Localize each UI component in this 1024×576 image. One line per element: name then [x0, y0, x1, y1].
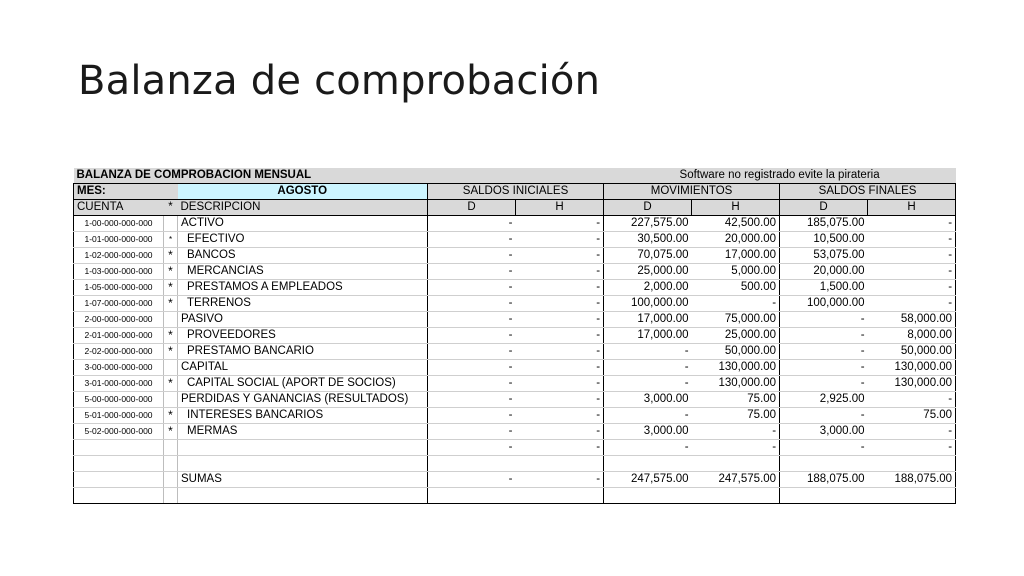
col-cuenta: CUENTA: [74, 200, 164, 216]
amount-si-d: -: [428, 264, 516, 280]
totals-si-d: -: [428, 472, 516, 488]
amount-sf-h: 50,000.00: [868, 344, 956, 360]
totals-sf-d: 188,075.00: [780, 472, 868, 488]
amount-mov-h: -: [692, 440, 780, 456]
amount-si-h: -: [516, 248, 604, 264]
amount-sf-h: -: [868, 280, 956, 296]
account-code: 1-05-000-000-000: [74, 280, 164, 296]
amount-si-d: -: [428, 408, 516, 424]
amount-mov-h: 75.00: [692, 392, 780, 408]
sheet-title-row: [74, 168, 956, 184]
amount-si-d: -: [428, 232, 516, 248]
amount-mov-h: -: [692, 424, 780, 440]
col-star: *: [164, 200, 178, 216]
amount-si-h: -: [516, 264, 604, 280]
amount-sf-h: -: [868, 264, 956, 280]
account-code: 1-03-000-000-000: [74, 264, 164, 280]
table-row: [74, 360, 956, 376]
amount-si-h: -: [516, 216, 604, 232]
account-code: 5-01-000-000-000: [74, 408, 164, 424]
star-marker: *: [164, 280, 178, 296]
account-description: PROVEEDORES: [178, 328, 428, 344]
star-marker: [164, 216, 178, 232]
piracy-notice: Software no registrado evite la pirateria: [604, 168, 956, 184]
amount-sf-h: -: [868, 440, 956, 456]
star-marker: *: [164, 408, 178, 424]
amount-sf-d: -: [780, 440, 868, 456]
account-description: CAPITAL SOCIAL (APORT DE SOCIOS): [178, 376, 428, 392]
table-row: [74, 344, 956, 360]
table-row: [74, 392, 956, 408]
amount-si-d: -: [428, 216, 516, 232]
account-code: 3-01-000-000-000: [74, 376, 164, 392]
amount-sf-h: -: [868, 392, 956, 408]
account-description: MERMAS: [178, 424, 428, 440]
amount-sf-h: -: [868, 248, 956, 264]
amount-si-h: -: [516, 392, 604, 408]
table-row: [74, 424, 956, 440]
amount-sf-d: -: [780, 408, 868, 424]
col-sf-h: H: [868, 200, 956, 216]
amount-si-d: -: [428, 296, 516, 312]
account-code: 5-00-000-000-000: [74, 392, 164, 408]
amount-si-d: -: [428, 328, 516, 344]
amount-sf-d: 3,000.00: [780, 424, 868, 440]
amount-sf-d: -: [780, 344, 868, 360]
amount-si-h: -: [516, 408, 604, 424]
amount-sf-d: 1,500.00: [780, 280, 868, 296]
account-code: [74, 440, 164, 456]
account-description: [178, 440, 428, 456]
amount-mov-d: 2,000.00: [604, 280, 692, 296]
table-row: [74, 408, 956, 424]
amount-sf-h: 75.00: [868, 408, 956, 424]
totals-mov-h: 247,575.00: [692, 472, 780, 488]
col-si-h: H: [516, 200, 604, 216]
star-marker: *: [164, 424, 178, 440]
table-row: [74, 376, 956, 392]
account-code: 1-07-000-000-000: [74, 296, 164, 312]
amount-mov-d: 3,000.00: [604, 392, 692, 408]
amount-si-h: -: [516, 344, 604, 360]
col-sf-d: D: [780, 200, 868, 216]
amount-sf-d: -: [780, 328, 868, 344]
col-mov-d: D: [604, 200, 692, 216]
amount-sf-h: -: [868, 296, 956, 312]
account-code: 3-00-000-000-000: [74, 360, 164, 376]
amount-si-h: -: [516, 424, 604, 440]
amount-mov-d: -: [604, 360, 692, 376]
amount-sf-h: 130,000.00: [868, 360, 956, 376]
amount-si-d: -: [428, 344, 516, 360]
amount-sf-d: 100,000.00: [780, 296, 868, 312]
amount-mov-d: 100,000.00: [604, 296, 692, 312]
account-code: 1-00-000-000-000: [74, 216, 164, 232]
spacer-row: [74, 456, 956, 472]
amount-si-h: -: [516, 328, 604, 344]
group-saldos-iniciales: SALDOS INICIALES: [428, 184, 604, 200]
amount-sf-d: 185,075.00: [780, 216, 868, 232]
star-marker: *: [164, 248, 178, 264]
amount-si-d: -: [428, 424, 516, 440]
account-description: CAPITAL: [178, 360, 428, 376]
amount-mov-d: -: [604, 408, 692, 424]
table-row: [74, 248, 956, 264]
amount-mov-d: -: [604, 440, 692, 456]
amount-si-d: -: [428, 280, 516, 296]
amount-mov-h: 130,000.00: [692, 376, 780, 392]
amount-mov-h: 130,000.00: [692, 360, 780, 376]
star-marker: *: [164, 264, 178, 280]
account-description: PRESTAMO BANCARIO: [178, 344, 428, 360]
star-marker: [164, 392, 178, 408]
mes-value[interactable]: AGOSTO: [178, 184, 428, 200]
column-header-row: [74, 200, 956, 216]
amount-sf-h: 8,000.00: [868, 328, 956, 344]
slide-title: Balanza de comprobación: [78, 58, 601, 104]
account-description: PRESTAMOS A EMPLEADOS: [178, 280, 428, 296]
bottom-spacer-row: [74, 488, 956, 504]
account-description: MERCANCIAS: [178, 264, 428, 280]
account-description: PASIVO: [178, 312, 428, 328]
account-description: TERRENOS: [178, 296, 428, 312]
account-description: EFECTIVO: [178, 232, 428, 248]
amount-mov-d: 227,575.00: [604, 216, 692, 232]
star-marker: *: [164, 232, 178, 248]
amount-sf-d: -: [780, 376, 868, 392]
amount-si-d: -: [428, 248, 516, 264]
account-code: 1-01-000-000-000: [74, 232, 164, 248]
amount-si-d: -: [428, 360, 516, 376]
totals-si-h: -: [516, 472, 604, 488]
amount-mov-h: 42,500.00: [692, 216, 780, 232]
amount-si-d: -: [428, 440, 516, 456]
amount-si-h: -: [516, 312, 604, 328]
account-description: ACTIVO: [178, 216, 428, 232]
mes-label: MES:: [74, 184, 178, 200]
trial-balance-table: [73, 168, 956, 504]
amount-si-d: -: [428, 312, 516, 328]
account-description: BANCOS: [178, 248, 428, 264]
amount-si-d: -: [428, 376, 516, 392]
amount-mov-h: 50,000.00: [692, 344, 780, 360]
amount-mov-d: 30,500.00: [604, 232, 692, 248]
amount-si-h: -: [516, 232, 604, 248]
amount-mov-h: 500.00: [692, 280, 780, 296]
amount-si-h: -: [516, 296, 604, 312]
amount-mov-h: 5,000.00: [692, 264, 780, 280]
col-si-d: D: [428, 200, 516, 216]
account-code: 2-00-000-000-000: [74, 312, 164, 328]
amount-sf-h: 58,000.00: [868, 312, 956, 328]
amount-si-h: -: [516, 440, 604, 456]
table-row: [74, 312, 956, 328]
amount-sf-d: 2,925.00: [780, 392, 868, 408]
amount-si-h: -: [516, 360, 604, 376]
col-descripcion: DESCRIPCION: [178, 200, 428, 216]
amount-sf-h: 130,000.00: [868, 376, 956, 392]
table-row: [74, 296, 956, 312]
account-code: 2-02-000-000-000: [74, 344, 164, 360]
star-marker: *: [164, 328, 178, 344]
account-code: 5-02-000-000-000: [74, 424, 164, 440]
table-row: [74, 232, 956, 248]
star-marker: [164, 360, 178, 376]
totals-label: SUMAS: [178, 472, 428, 488]
sheet-title: BALANZA DE COMPROBACION MENSUAL: [74, 168, 604, 184]
star-marker: [164, 440, 178, 456]
star-marker: *: [164, 296, 178, 312]
account-code: 1-02-000-000-000: [74, 248, 164, 264]
account-description: PERDIDAS Y GANANCIAS (RESULTADOS): [178, 392, 428, 408]
amount-mov-d: 70,075.00: [604, 248, 692, 264]
group-saldos-finales: SALDOS FINALES: [780, 184, 956, 200]
star-marker: *: [164, 344, 178, 360]
table-row: [74, 216, 956, 232]
amount-mov-d: 3,000.00: [604, 424, 692, 440]
amount-mov-d: 17,000.00: [604, 312, 692, 328]
amount-sf-d: 10,500.00: [780, 232, 868, 248]
table-row: [74, 328, 956, 344]
star-marker: *: [164, 376, 178, 392]
totals-row: [74, 472, 956, 488]
amount-sf-d: 20,000.00: [780, 264, 868, 280]
star-marker: [164, 312, 178, 328]
period-row: [74, 184, 956, 200]
amount-sf-h: -: [868, 424, 956, 440]
amount-mov-h: 25,000.00: [692, 328, 780, 344]
amount-sf-d: -: [780, 360, 868, 376]
amount-mov-d: -: [604, 344, 692, 360]
amount-mov-h: -: [692, 296, 780, 312]
amount-mov-h: 75,000.00: [692, 312, 780, 328]
account-description: INTERESES BANCARIOS: [178, 408, 428, 424]
group-movimientos: MOVIMIENTOS: [604, 184, 780, 200]
amount-sf-d: 53,075.00: [780, 248, 868, 264]
amount-si-h: -: [516, 280, 604, 296]
amount-mov-d: -: [604, 376, 692, 392]
account-rows: [74, 216, 956, 456]
table-row: [74, 440, 956, 456]
account-code: 2-01-000-000-000: [74, 328, 164, 344]
col-mov-h: H: [692, 200, 780, 216]
totals-mov-d: 247,575.00: [604, 472, 692, 488]
amount-si-d: -: [428, 392, 516, 408]
amount-sf-h: -: [868, 216, 956, 232]
table-row: [74, 280, 956, 296]
amount-si-h: -: [516, 376, 604, 392]
amount-mov-d: 17,000.00: [604, 328, 692, 344]
amount-mov-h: 17,000.00: [692, 248, 780, 264]
amount-sf-d: -: [780, 312, 868, 328]
amount-mov-h: 20,000.00: [692, 232, 780, 248]
table-row: [74, 264, 956, 280]
amount-sf-h: -: [868, 232, 956, 248]
amount-mov-d: 25,000.00: [604, 264, 692, 280]
totals-sf-h: 188,075.00: [868, 472, 956, 488]
amount-mov-h: 75.00: [692, 408, 780, 424]
